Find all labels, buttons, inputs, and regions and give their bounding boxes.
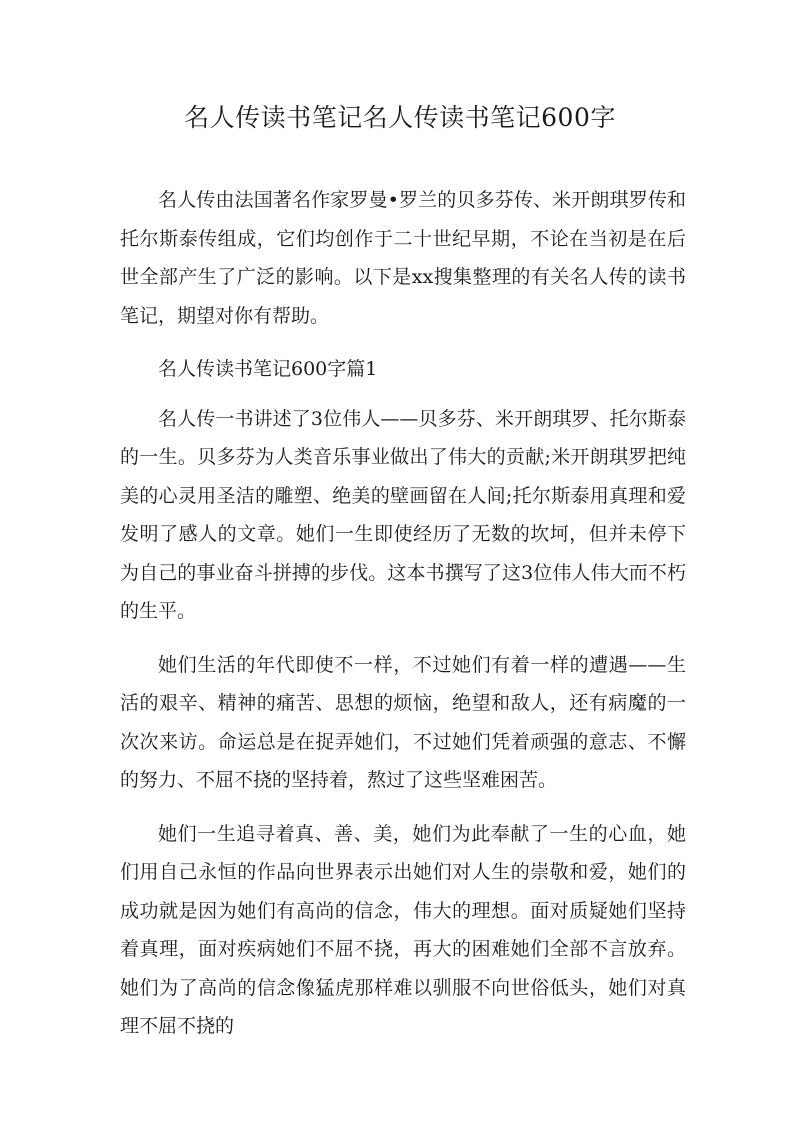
document-title: 名人传读书笔记名人传读书笔记600字 bbox=[184, 103, 616, 132]
section-heading: 名人传读书笔记600字篇1 bbox=[158, 358, 378, 380]
body-paragraph-2: 她们生活的年代即使不一样，不过她们有着一样的遭遇——生活的艰辛、精神的痛苦、思想的烦恼，绝望和敌人，还有病魔的一次次来访。命运总是在捉弄她们，不过她们凭着顽强的意志、不懈的努力、不屈不挠的坚持着，熬过了这些坚难困苦。 bbox=[120, 653, 686, 791]
intro-paragraph: 名人传由法国著名作家罗曼•罗兰的贝多芬传、米开朗琪罗传和托尔斯泰传组成，它们均创作于二十世纪早期，不论在当初是在后世全部产生了广泛的影响。以下是xx搜集整理的有关名人传的读书笔记，期望对你有帮助。 bbox=[120, 189, 686, 327]
body-paragraph-1: 名人传一书讲述了3位伟人——贝多芬、米开朗琪罗、托尔斯泰的一生。贝多芬为人类音乐事业做出了伟大的贡献;米开朗琪罗把纯美的心灵用圣洁的雕塑、绝美的壁画留在人间;托尔斯泰用真理和爱发明了感人的文章。她们一生即使经历了无数的坎坷，但并未停下为自己的事业奋斗拼搏的步伐。这本书撰写了这3位伟人伟大而不朽的生平。 bbox=[120, 407, 686, 622]
body-paragraph-3: 她们一生追寻着真、善、美，她们为此奉献了一生的心血，她们用自己永恒的作品向世界表示出她们对人生的崇敬和爱，她们的成功就是因为她们有高尚的信念，伟大的理想。面对质疑她们坚持着真理，面对疾病她们不屈不挠，再大的困难她们全部不言放弃。她们为了高尚的信念像猛虎那样难以驯服不向世俗低头，她们对真理不屈不挠的 bbox=[120, 822, 686, 1037]
document-body bbox=[120, 181, 686, 1061]
